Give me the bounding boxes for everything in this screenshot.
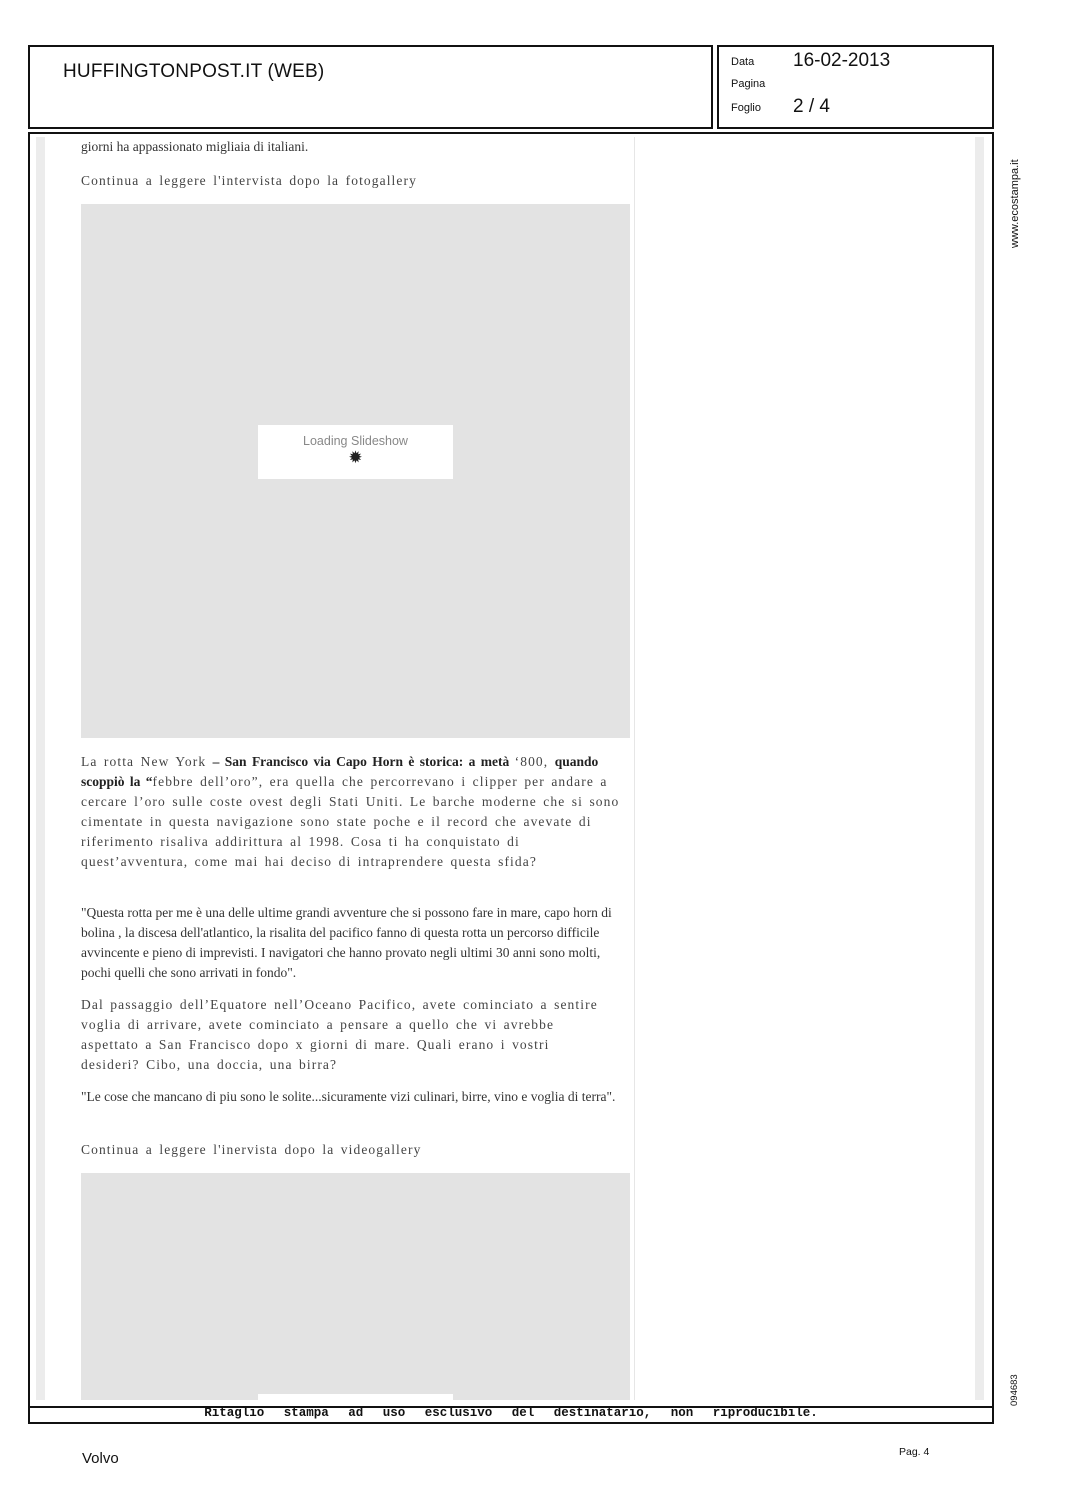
answer-paragraph-2: "Le cose che mancano di piu sono le solite...sicuramente vizi culinari, birre, vino e voglia di terra".: [81, 1089, 616, 1104]
left-margin-strip: [36, 137, 45, 1400]
right-margin-strip: [975, 137, 984, 1400]
question-paragraph-2: Dal passaggio dell’Equatore nell’Oceano Pacifico, avete cominciato a sentire voglia di arrivare, avete cominciato a pensare a quello che vi avrebbe aspettato a San Francisco dopo x giorni di mare. Quali erano i vostri desideri? Cibo, una doccia, una birra?: [81, 997, 598, 1072]
continue-video-link[interactable]: Continua a leggere l'inervista dopo la videogallery: [81, 1142, 422, 1157]
question1-bold-part1: – San Francisco via Capo Horn è storica: a metà: [212, 754, 515, 769]
question-paragraph-1: [81, 752, 626, 872]
side-url-text: www.ecostampa.it: [1009, 159, 1021, 248]
article-intro-line: giorni ha appassionato migliaia di italiani.: [81, 139, 309, 154]
meta-header-box: [717, 45, 994, 129]
question1-text-part2: ‘800,: [514, 754, 555, 769]
answer-paragraph-1: "Questa rotta per me è una delle ultime grandi avventure che si possono fare in mare, capo horn di bolina , la discesa dell'atlantico, la risalita del pacifico fanno di questa rotta un percorso difficile avvincente e pieno di imprevisti. I navigatori che hanno provato negli ultimi 30 anni sono molti, pochi quelli che sono arrivati in fondo".: [81, 905, 612, 980]
loading-slideshow-text: Loading Slideshow: [303, 434, 408, 448]
column-divider: [634, 137, 635, 1400]
continue-photo-link[interactable]: Continua a leggere l'intervista dopo la fotogallery: [81, 173, 417, 188]
question1-text-part3: febbre dell’oro”, era quella che percorrevano i clipper per andare a cercare l’oro sulle coste ovest degli Stati Uniti. Le barche moderne che si sono cimentate in questa navigazione sono state poche e il record che avevate di riferimento risaliva addirittura al 1998. Cosa ti ha conquistato di quest’avventura, come mai hai deciso di intraprendere questa sfida?: [81, 774, 620, 869]
gear-icon: ✹: [348, 448, 363, 467]
client-name: Volvo: [82, 1450, 119, 1467]
sheet-value: 2 / 4: [793, 96, 830, 117]
side-code-label: [1009, 1370, 1021, 1406]
date-label: Data: [731, 56, 755, 68]
page-number: Pag. 4: [899, 1446, 930, 1458]
date-value: 16-02-2013: [793, 50, 891, 71]
question1-text-part1: La rotta New York: [81, 754, 213, 769]
video-gallery-placeholder[interactable]: [81, 1173, 630, 1400]
footer-notice: Ritaglio stampa ad uso esclusivo del destinatario, non riproducibile.: [204, 1406, 818, 1420]
video-loading-box: [258, 1394, 453, 1400]
side-url-label: [1009, 148, 1021, 248]
page-label: Pagina: [731, 78, 766, 90]
sheet-label: Foglio: [731, 102, 761, 114]
source-header-box: [28, 45, 713, 129]
source-title: HUFFINGTONPOST.IT (WEB): [63, 61, 325, 82]
question1-bold-part2: quando scoppiò la “: [81, 754, 599, 789]
loading-slideshow-box: [258, 425, 453, 479]
photo-gallery-placeholder[interactable]: [81, 204, 630, 738]
side-code-text: 094683: [1009, 1374, 1020, 1406]
